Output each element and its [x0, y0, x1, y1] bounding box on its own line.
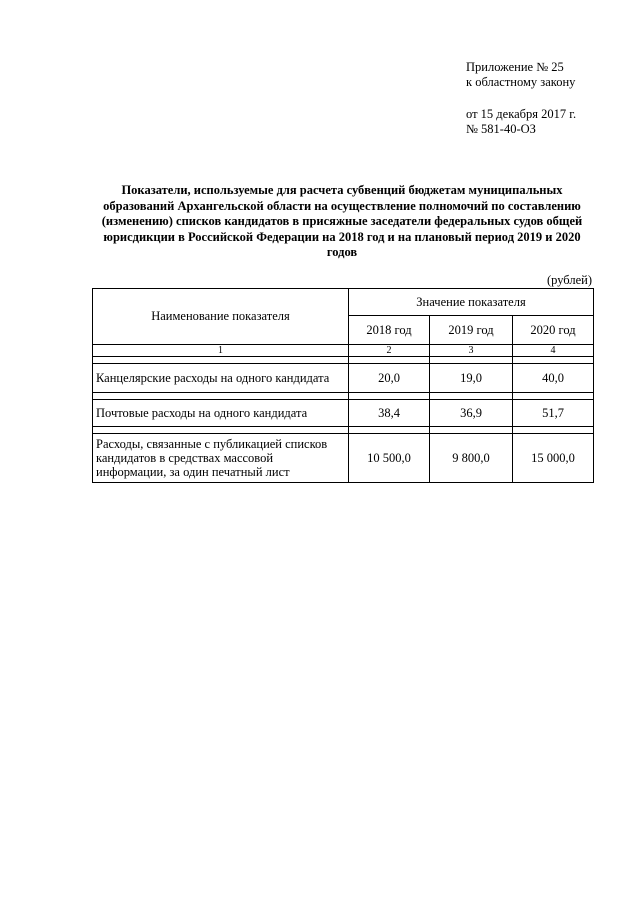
row-value: 36,9: [430, 400, 513, 427]
column-number-row: [93, 345, 594, 357]
row-value: 10 500,0: [349, 434, 430, 483]
row-value: 9 800,0: [430, 434, 513, 483]
row-value: 15 000,0: [513, 434, 594, 483]
header-year-2019: 2019 год: [430, 316, 513, 345]
appendix-law-ref: к областному закону: [466, 75, 576, 89]
row-value: 20,0: [349, 364, 430, 393]
row-value: 38,4: [349, 400, 430, 427]
column-number: 4: [513, 345, 594, 357]
appendix-block: [466, 60, 576, 137]
row-value: 40,0: [513, 364, 594, 393]
indicators-table: [92, 288, 594, 483]
row-value: 19,0: [430, 364, 513, 393]
row-label: Расходы, связанные с публикацией списков кандидатов в средствах массовой информации, за один печатный лист: [93, 434, 349, 483]
column-number: 2: [349, 345, 430, 357]
appendix-law-number: № 581-40-ОЗ: [466, 122, 536, 136]
header-indicator-name: Наименование показателя: [93, 289, 349, 345]
row-value: 51,7: [513, 400, 594, 427]
header-year-2020: 2020 год: [513, 316, 594, 345]
header-year-2018: 2018 год: [349, 316, 430, 345]
header-indicator-value: Значение показателя: [349, 289, 594, 316]
row-label: Почтовые расходы на одного кандидата: [93, 400, 349, 427]
units-label: (рублей): [546, 273, 592, 287]
appendix-number: Приложение № 25: [466, 60, 564, 74]
table-row: [93, 400, 594, 427]
row-label: Канцелярские расходы на одного кандидата: [93, 364, 349, 393]
document-title: Показатели, используемые для расчета субвенций бюджетам муниципальных образований Архангельской области на осуществление полномочий по составлению (изменению) списков кандидатов в присяжные заседатели федеральных судов общей юрисдикции в Российской Федерации на 2018 год и на плановый период 2019 и 2020 годов: [101, 183, 583, 259]
table-row: [93, 434, 594, 483]
column-number: 3: [430, 345, 513, 357]
appendix-date: от 15 декабря 2017 г.: [466, 107, 577, 121]
column-number: 1: [93, 345, 349, 357]
table-row: [93, 364, 594, 393]
